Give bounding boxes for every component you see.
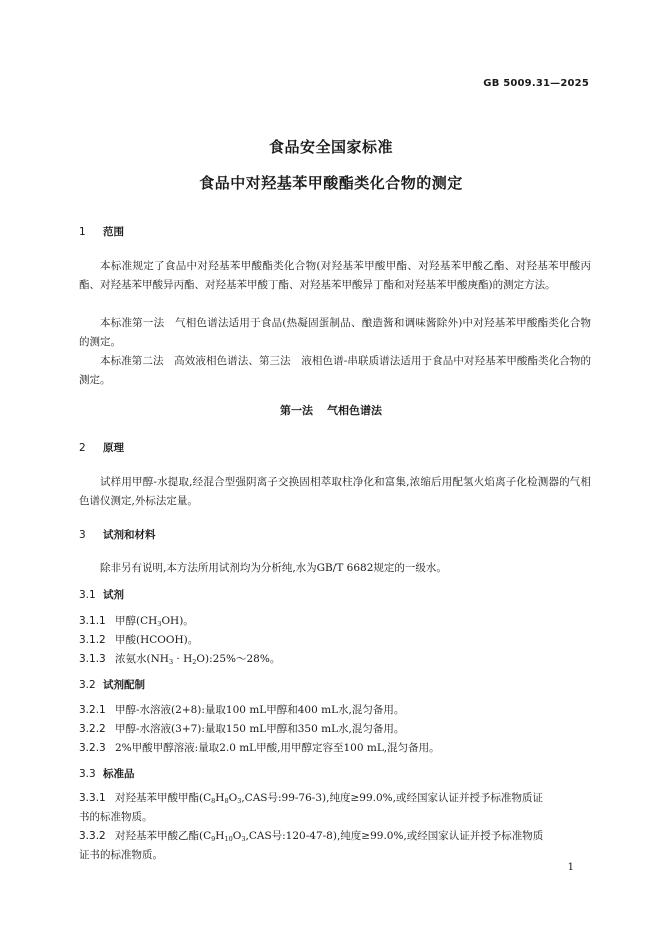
section-2-title: 原理 <box>103 442 124 454</box>
section-1-paragraph-3: 本标准第二法 高效液相色谱法、第三法 液相色谱-串联质谱法适用于食品中对羟基苯甲酸酯类化合物的测定。 <box>79 355 591 386</box>
clause-3-1-3 <box>79 650 591 669</box>
clause-text: 甲醇-水溶液(2+8):量取100 mL甲醇和400 mL水,混匀备用。 <box>115 704 405 716</box>
subscript: 3 <box>157 620 162 628</box>
clause-text: OH)。 <box>161 615 194 627</box>
clause-line <box>79 827 591 846</box>
section-3-number: 3 <box>79 529 86 541</box>
subsection-3-3-title: 标准品 <box>103 768 135 780</box>
clause-text: O):25%～28%。 <box>196 653 281 665</box>
clause-3-3-1 <box>79 789 591 827</box>
clause-3-2-3 <box>79 739 591 758</box>
subsection-3-2-number: 3.2 <box>79 679 96 691</box>
clause-number: 3.2.1 <box>79 704 106 716</box>
section-2-number: 2 <box>79 442 86 454</box>
document-title-sub: 食品中对羟基苯甲酸酯类化合物的测定 <box>199 174 463 192</box>
subscript: 8 <box>224 797 229 805</box>
subscript: 3 <box>241 835 246 843</box>
clause-number: 3.3.2 <box>79 830 106 842</box>
clause-number: 3.2.2 <box>79 723 106 735</box>
clause-number: 3.1.3 <box>79 653 106 665</box>
clause-text: O <box>232 830 242 842</box>
subsection-3-3-heading <box>79 766 135 781</box>
subsection-3-3-number: 3.3 <box>79 768 96 780</box>
clause-3-3-2 <box>79 827 591 865</box>
clause-text: 甲醇(CH <box>115 615 158 627</box>
subsection-3-1-title: 试剂 <box>103 589 124 601</box>
subsection-3-2-title: 试剂配制 <box>103 679 145 691</box>
page-number: 1 <box>567 862 574 873</box>
subscript: 3 <box>168 658 174 666</box>
method-1-label: 第一法 <box>280 404 313 417</box>
clause-text: 甲酸(HCOOH)。 <box>115 634 199 646</box>
section-1-heading <box>79 224 124 239</box>
clause-3-2-2 <box>79 720 591 739</box>
subscript: 2 <box>192 658 197 666</box>
clause-3-1-2 <box>79 631 591 650</box>
section-1-title: 范围 <box>103 226 124 238</box>
section-2-heading <box>79 440 124 455</box>
subscript: 9 <box>211 835 216 843</box>
subsection-3-1-heading <box>79 587 124 602</box>
clause-text: ,CAS号:120-47-8),纯度≥99.0%,或经国家认证并授予标准物质 <box>245 830 544 842</box>
clause-text: O <box>228 792 238 804</box>
clause-line: 证书的标准物质。 <box>79 849 163 861</box>
clause-number: 3.1.1 <box>79 615 106 627</box>
clause-3-2-1 <box>79 701 591 720</box>
clause-number: 3.3.1 <box>79 792 106 804</box>
subscript: 3 <box>237 797 242 805</box>
clause-text: · H <box>173 653 193 665</box>
section-1-paragraph-1: 本标准规定了食品中对羟基苯甲酸酯类化合物(对羟基苯甲酸甲酯、对羟基苯甲酸乙酯、对羟基苯甲酸丙酯、对羟基苯甲酸异丙酯、对羟基苯甲酸丁酯、对羟基苯甲酸异丁酯和对羟基苯甲酸庚酯)的测定方法。 <box>79 260 591 291</box>
subscript: 8 <box>211 797 216 805</box>
section-3-paragraph: 除非另有说明,本方法所用试剂均为分析纯,水为GB/T 6682规定的一级水。 <box>100 562 447 574</box>
section-3-heading <box>79 527 156 542</box>
clause-text: 浓氨水(NH <box>115 653 169 665</box>
document-title-main: 食品安全国家标准 <box>268 138 393 156</box>
subsection-3-2-heading <box>79 677 145 692</box>
method-1-title <box>0 402 662 418</box>
section-3-title: 试剂和材料 <box>103 529 156 541</box>
clause-text: 2%甲酸甲醇溶液:量取2.0 mL甲酸,用甲醇定容至100 mL,混匀备用。 <box>115 742 440 754</box>
clause-text: H <box>215 830 225 842</box>
section-1-number: 1 <box>79 226 86 238</box>
method-1-name: 气相色谱法 <box>327 404 382 417</box>
clause-text: 对羟基苯甲酸甲酯(C <box>115 792 212 804</box>
subscript: 10 <box>224 835 233 843</box>
standard-code: GB 5009.31—2025 <box>483 78 589 89</box>
clause-line <box>79 789 591 808</box>
section-2-paragraph: 试样用甲醇-水提取,经混合型强阴离子交换固相萃取柱净化和富集,浓缩后用配氢火焰离子化检测器的气相色谱仪测定,外标法定量。 <box>79 476 591 507</box>
clause-3-1-1 <box>79 612 591 631</box>
clause-text: 对羟基苯甲酸乙酯(C <box>115 830 212 842</box>
clause-text: ,CAS号:99-76-3),纯度≥99.0%,或经国家认证并授予标准物质证 <box>241 792 543 804</box>
clause-line: 书的标准物质。 <box>79 811 153 823</box>
clause-text: H <box>215 792 225 804</box>
clause-number: 3.1.2 <box>79 634 106 646</box>
subsection-3-1-number: 3.1 <box>79 589 96 601</box>
clause-text: 甲醇-水溶液(3+7):量取150 mL甲醇和350 mL水,混匀备用。 <box>115 723 405 735</box>
section-1-paragraph-2: 本标准第一法 气相色谱法适用于食品(热凝固蛋制品、酿造酱和调味酱除外)中对羟基苯甲酸酯类化合物的测定。 <box>79 317 591 348</box>
clause-number: 3.2.3 <box>79 742 106 754</box>
